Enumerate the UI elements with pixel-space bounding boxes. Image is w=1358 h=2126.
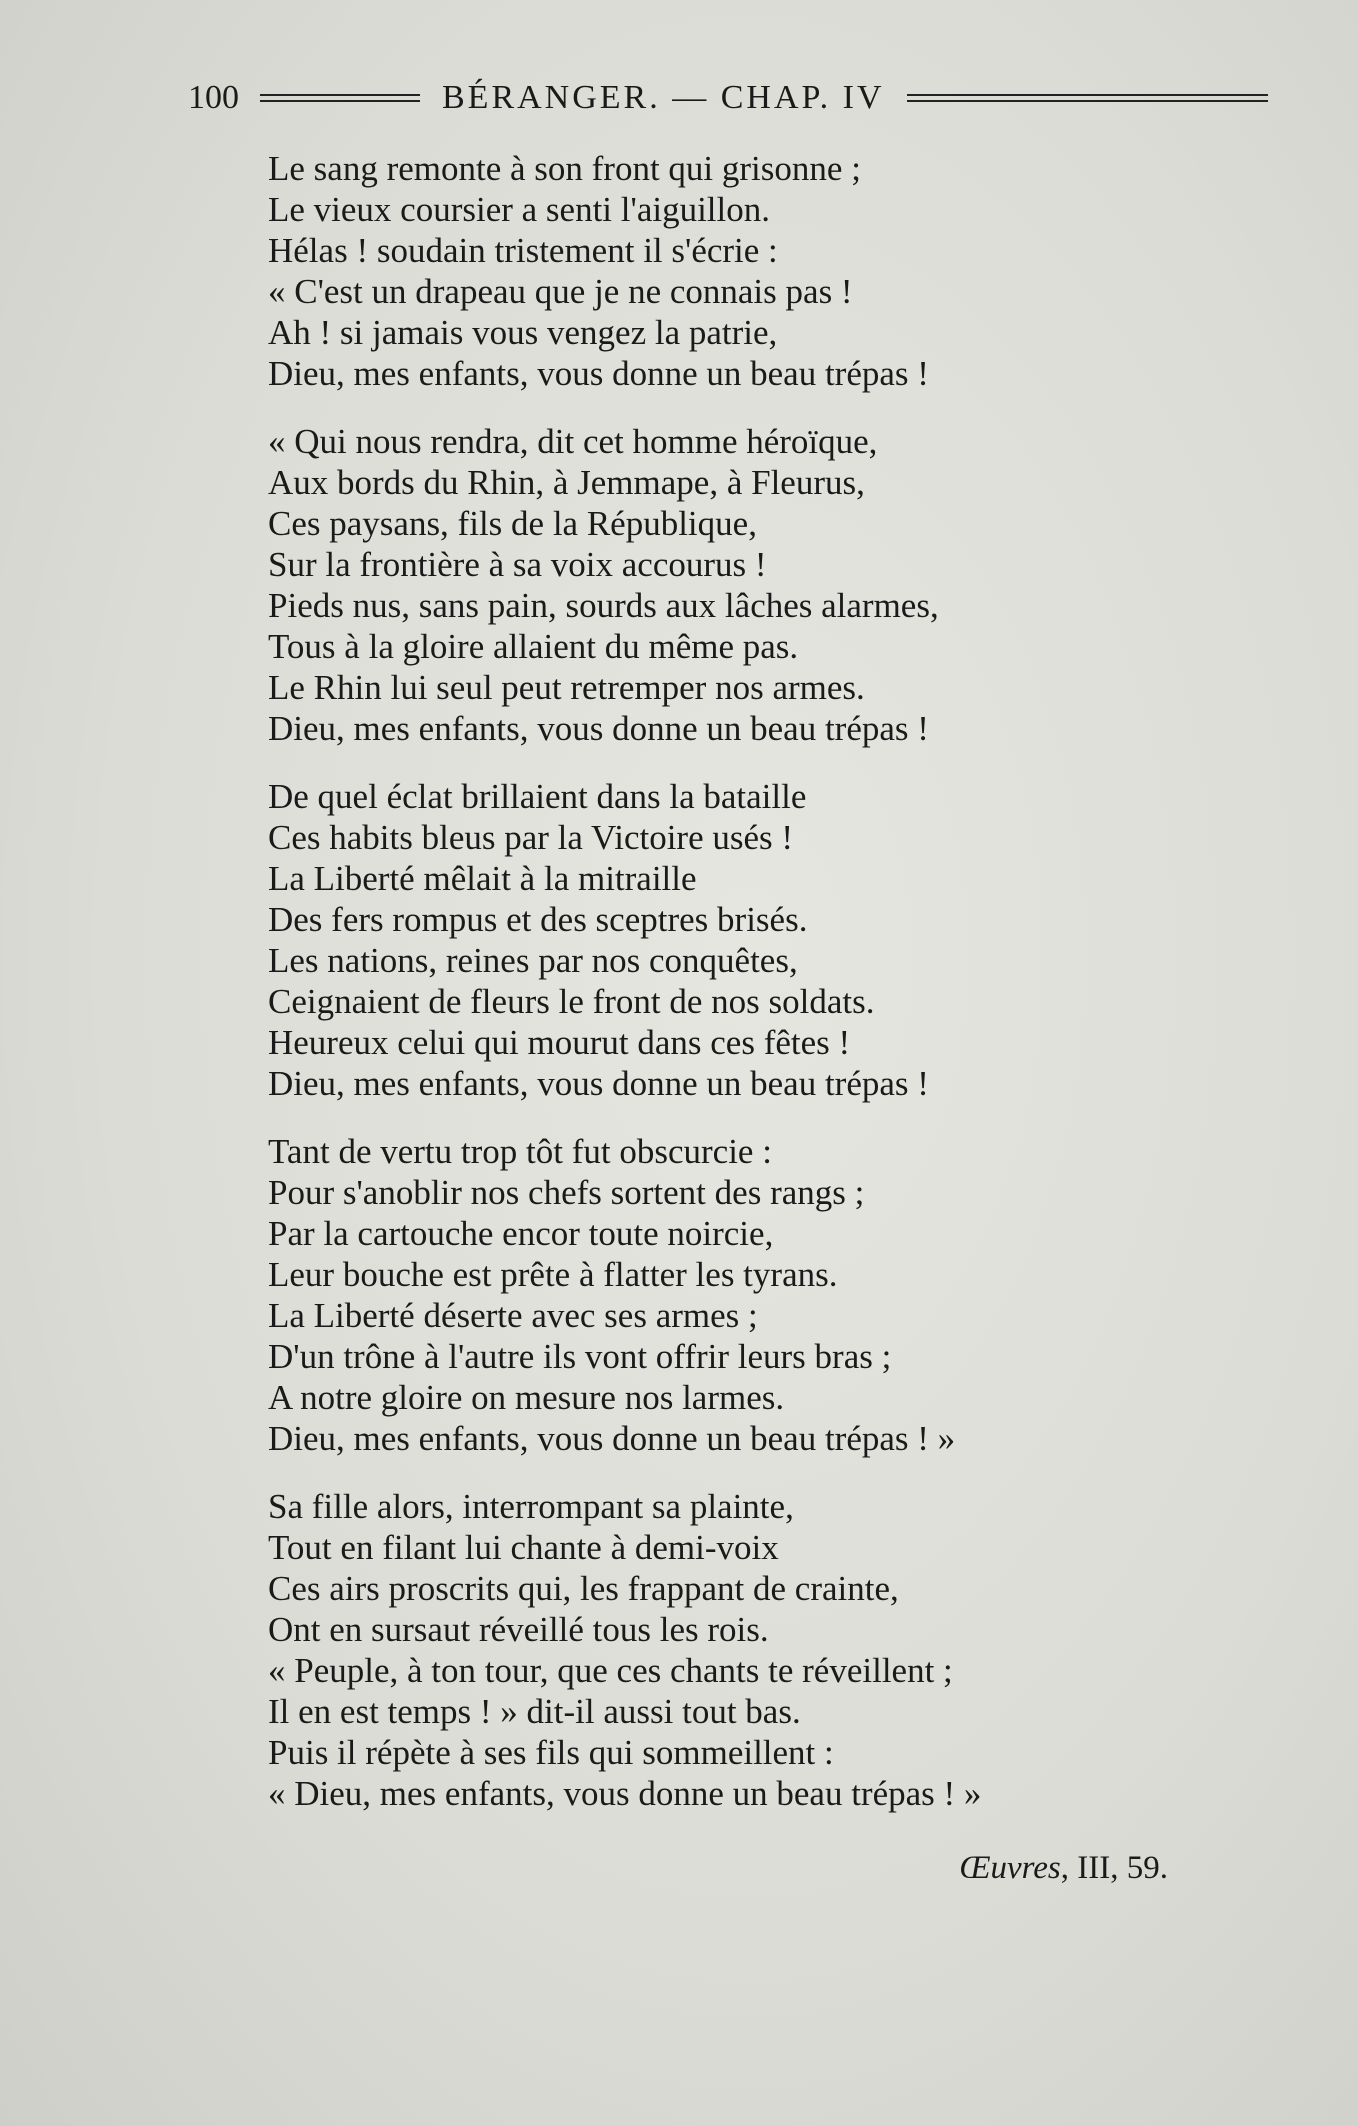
verse-line: La Liberté déserte avec ses armes ;: [268, 1296, 758, 1335]
verse-line: D'un trône à l'autre ils vont offrir leurs bras ;: [268, 1337, 892, 1376]
verse-line: Dieu, mes enfants, vous donne un beau trépas !: [268, 1064, 929, 1103]
verse-line: Tous à la gloire allaient du même pas.: [268, 627, 799, 666]
verse-line: Tant de vertu trop tôt fut obscurcie :: [268, 1132, 772, 1171]
verse-line: A notre gloire on mesure nos larmes.: [268, 1378, 785, 1417]
verse-line: Pour s'anoblir nos chefs sortent des rangs ;: [268, 1173, 865, 1212]
stanza: [268, 1131, 1268, 1459]
verse-line: Ces paysans, fils de la République,: [268, 504, 757, 543]
stanza: [268, 776, 1268, 1104]
verse-line: Hélas ! soudain tristement il s'écrie :: [268, 231, 778, 270]
verse-line: De quel éclat brillaient dans la bataille: [268, 777, 807, 816]
verse-line: Il en est temps ! » dit-il aussi tout bas.: [268, 1692, 801, 1731]
verse-line: Ceignaient de fleurs le front de nos soldats.: [268, 982, 875, 1021]
verse-line: Dieu, mes enfants, vous donne un beau trépas !: [268, 709, 929, 748]
verse-line: Puis il répète à ses fils qui sommeillent :: [268, 1733, 834, 1772]
verse-line: « Qui nous rendra, dit cet homme héroïque,: [268, 422, 878, 461]
verse-line: La Liberté mêlait à la mitraille: [268, 859, 697, 898]
verse-line: Dieu, mes enfants, vous donne un beau trépas !: [268, 354, 929, 393]
verse-line: Tout en filant lui chante à demi-voix: [268, 1528, 779, 1567]
verse-line: Dieu, mes enfants, vous donne un beau trépas ! »: [268, 1419, 956, 1458]
page-header: [188, 78, 1268, 118]
verse-line: Aux bords du Rhin, à Jemmape, à Fleurus,: [268, 463, 865, 502]
running-title: BÉRANGER. — CHAP. IV: [442, 79, 885, 116]
source-work: Œuvres: [959, 1850, 1061, 1886]
poem: [268, 148, 1268, 1841]
header-rule-left: [260, 94, 420, 102]
verse-line: Sur la frontière à sa voix accourus !: [268, 545, 767, 584]
verse-line: Le Rhin lui seul peut retremper nos armes.: [268, 668, 865, 707]
verse-line: Ces habits bleus par la Victoire usés !: [268, 818, 794, 857]
verse-line: Ces airs proscrits qui, les frappant de crainte,: [268, 1569, 899, 1608]
verse-line: Heureux celui qui mourut dans ces fêtes !: [268, 1023, 851, 1062]
page-number: 100: [188, 79, 239, 116]
stanza: [268, 1486, 1268, 1814]
verse-line: Pieds nus, sans pain, sourds aux lâches alarmes,: [268, 586, 939, 625]
verse-line: « Peuple, à ton tour, que ces chants te réveillent ;: [268, 1651, 953, 1690]
verse-line: « C'est un drapeau que je ne connais pas !: [268, 272, 853, 311]
stanza: [268, 148, 1268, 394]
verse-line: Le sang remonte à son front qui grisonne ;: [268, 149, 861, 188]
verse-line: Ont en sursaut réveillé tous les rois.: [268, 1610, 769, 1649]
verse-line: Leur bouche est prête à flatter les tyrans.: [268, 1255, 838, 1294]
verse-line: « Dieu, mes enfants, vous donne un beau trépas ! »: [268, 1774, 982, 1813]
verse-line: Le vieux coursier a senti l'aiguillon.: [268, 190, 770, 229]
verse-line: Les nations, reines par nos conquêtes,: [268, 941, 798, 980]
stanza: [268, 421, 1268, 749]
header-rule-right: [907, 94, 1268, 102]
source-reference: , III, 59.: [1060, 1850, 1168, 1886]
source-citation: [959, 1850, 1168, 1887]
verse-line: Ah ! si jamais vous vengez la patrie,: [268, 313, 778, 352]
verse-line: Des fers rompus et des sceptres brisés.: [268, 900, 808, 939]
verse-line: Sa fille alors, interrompant sa plainte,: [268, 1487, 794, 1526]
verse-line: Par la cartouche encor toute noircie,: [268, 1214, 774, 1253]
